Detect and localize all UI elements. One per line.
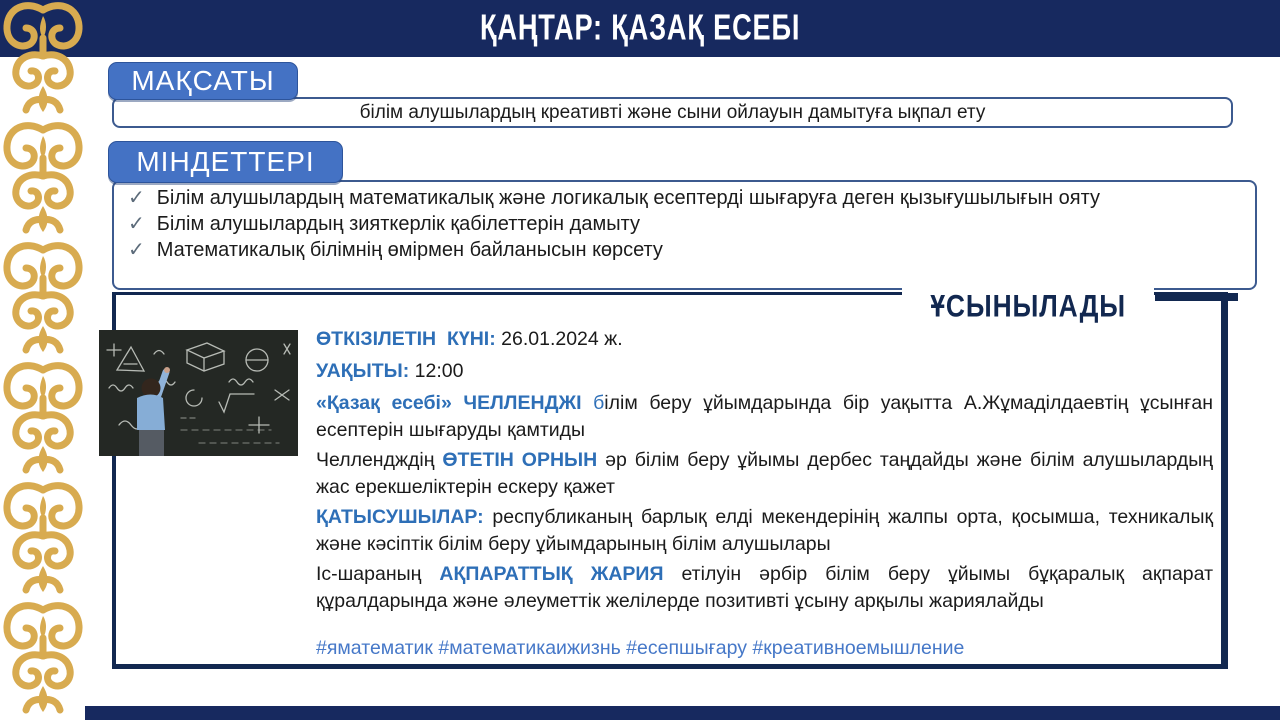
paragraph-venue: Челлендждің ӨТЕТІН ОРНЫН әр білім беру ұйымы дербес таңдайды және білім алушылардың жас ерекшеліктерін ескеру қажет bbox=[316, 449, 1213, 498]
tasks-label bbox=[108, 141, 343, 183]
paragraph-participants: ҚАТЫСУШЫЛАР: республиканың барлық елді мекендерінің жалпы орта, қосымша, техникалық және кәсіптік білім беру ұйымдарының білім алушылары bbox=[316, 506, 1213, 555]
recommended-heading bbox=[902, 288, 1154, 328]
goal-box bbox=[112, 97, 1233, 128]
hashtags-line: #яматематик #математикаижизнь #есепшығару #креативноемышление bbox=[316, 637, 965, 659]
paragraph-media: Іс-шараның АҚПАРАТТЫҚ ЖАРИЯ етілуін әрбір білім беру ұйымы бұқаралық ақпарат құралдарында және әлеуметтік желілерде позитивті ұсыну арқылы жариялайды bbox=[316, 563, 1214, 612]
goal-label bbox=[108, 62, 298, 100]
checkmark-icon: ✓ bbox=[128, 187, 145, 209]
goal-text: білім алушылардың креативті және сыни ойлауын дамытуға ықпал ету bbox=[359, 101, 986, 123]
time-value: 12:00 bbox=[414, 360, 464, 382]
date-line bbox=[316, 326, 1213, 353]
content-area bbox=[316, 326, 1213, 660]
task-text: Математикалық білімнің өмірмен байланысын көрсету bbox=[156, 239, 663, 261]
checkmark-icon: ✓ bbox=[128, 239, 145, 261]
recommended-heading-text: ҰСЫНЫЛАДЫ bbox=[930, 289, 1126, 324]
task-text: Білім алушылардың зияткерлік қабілеттерін дамыту bbox=[156, 213, 640, 235]
time-line bbox=[316, 358, 1213, 385]
checkmark-icon: ✓ bbox=[128, 213, 145, 235]
task-item bbox=[128, 186, 1245, 211]
task-item bbox=[128, 212, 1245, 237]
paragraph-challenge: «Қазақ есебі» ЧЕЛЛЕНДЖІ білім беру ұйымдарында бір уақытта А.Жұмаділдаевтің ұсынған есептерін шығаруды қамтиды bbox=[316, 392, 1213, 441]
chalkboard-photo bbox=[99, 330, 298, 456]
tasks-label-text: МІНДЕТТЕРІ bbox=[136, 146, 315, 177]
task-text: Білім алушылардың математикалық және логикалық есептерді шығаруға деген қызығушылығын ояту bbox=[156, 187, 1100, 209]
tasks-box bbox=[112, 180, 1257, 290]
date-label: ӨТКІЗІЛЕТІН КҮНІ: bbox=[316, 328, 496, 350]
goal-label-text: МАҚСАТЫ bbox=[131, 65, 275, 96]
page-title: ҚАҢТАР: ҚАЗАҚ ЕСЕБІ bbox=[479, 8, 801, 48]
date-value: 26.01.2024 ж. bbox=[501, 328, 623, 350]
header-bar bbox=[0, 0, 1280, 57]
task-item bbox=[128, 238, 1245, 263]
kazakh-ornament-icon bbox=[0, 0, 86, 720]
time-label: УАҚЫТЫ: bbox=[316, 360, 410, 382]
main-box-corner-accent bbox=[1155, 293, 1238, 301]
bottom-bar bbox=[85, 706, 1280, 720]
